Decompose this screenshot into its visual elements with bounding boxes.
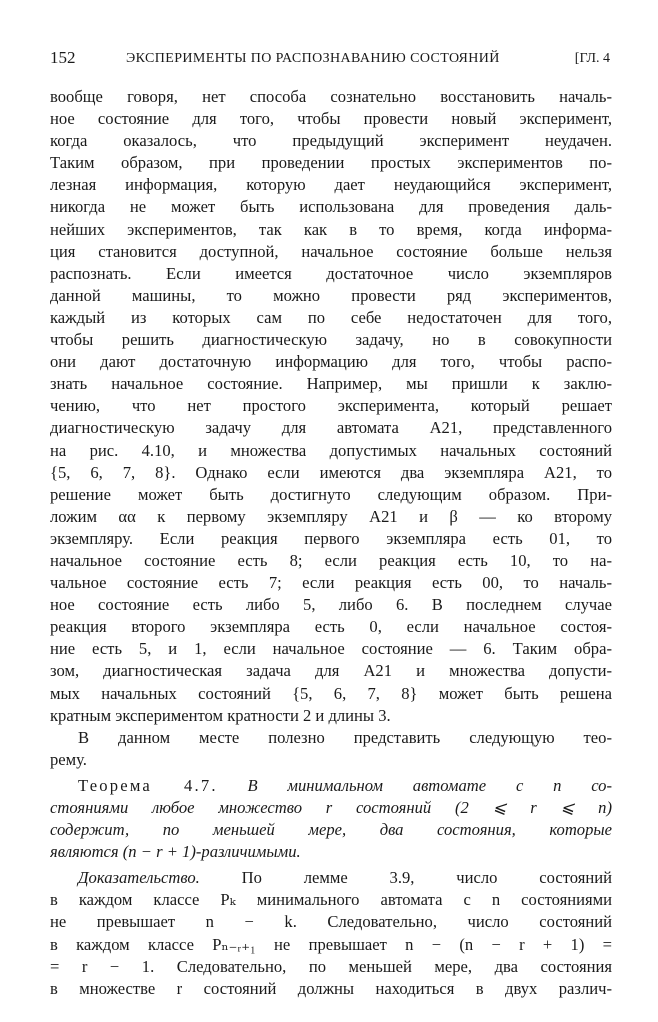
text-line: вообще говоря, нет способа сознательно восстановить началь- <box>50 87 612 106</box>
text-line: когда оказалось, что предыдущий эксперимент неудачен. <box>50 131 612 151</box>
proof-line: в множестве r состояний должны находиться в двух различ- <box>50 978 612 998</box>
proof-line: = r − 1. Следовательно, по меньшей мере, два состояния <box>50 956 612 976</box>
proof-block <box>50 867 612 1000</box>
text-line: нейших экспериментов, так как в то время, когда информа- <box>50 219 612 239</box>
theorem-line: стояниями любое множество r состояний (2 ⩽ r ⩽ n) <box>50 798 612 817</box>
theorem-line: являются (n − r + 1)-различимыми. <box>50 842 301 862</box>
theorem-text: В минимальном автомате с n со- <box>247 775 612 795</box>
text-line: начальное состояние есть 8; если реакция есть 10, то на- <box>50 550 612 570</box>
text-line: они дают достаточную информацию для того, чтобы распо- <box>50 352 612 372</box>
text-line: знать начальное состояние. Например, мы пришли к заклю- <box>50 374 612 394</box>
text-line: каждый из которых сам по себе недостаточен для того, <box>50 307 612 327</box>
text-line: диагностическую задачу для автомата A21, представленного <box>50 418 612 438</box>
text-line: ция становится доступной, начальное состояние больше нельзя <box>50 241 612 261</box>
text-line: на рис. 4.10, и множества допустимых начальных состояний <box>50 440 612 460</box>
text-line: реакция второго экземпляра есть 0, если начальное состоя- <box>50 617 612 637</box>
text-line: ние есть 5, и 1, если начальное состояние — 6. Таким обра- <box>50 639 612 659</box>
text-line: чальное состояние есть 7; если реакция есть 00, то началь- <box>50 573 612 593</box>
text-line: В данном месте полезно представить следующую тео- <box>78 727 612 747</box>
proof-text: По лемме 3.9, число состояний <box>241 868 612 888</box>
page-header <box>50 46 610 70</box>
text-line: чтобы решить диагностическую задачу, но в совокупности <box>50 330 612 350</box>
text-line: экземпляру. Если реакция первого экземпляра есть 01, то <box>50 528 612 548</box>
page-number: 152 <box>50 48 76 67</box>
proof-line: в каждом классе Pₙ₋ᵣ₊₁ не превышает n − (n − r + 1) = <box>50 934 612 954</box>
text-line: ложим αα к первому экземпляру A21 и β — ко второму <box>50 506 612 526</box>
theorem-line: содержит, по меньшей мере, два состояния, которые <box>50 820 612 840</box>
proof-first-line <box>50 867 612 889</box>
text-line: зом, диагностическая задача для A21 и множества допусти- <box>50 661 612 681</box>
text-line: рему. <box>50 749 87 769</box>
text-line: Таким образом, при проведении простых экспериментов по- <box>50 153 612 173</box>
running-title: ЭКСПЕРИМЕНТЫ ПО РАСПОЗНАВАНИЮ СОСТОЯНИЙ <box>126 51 500 66</box>
paragraph-2 <box>50 727 612 771</box>
chapter-marker: [ГЛ. 4 <box>574 51 610 66</box>
theorem-block <box>50 775 612 863</box>
paragraph-1 <box>50 86 612 727</box>
text-line: кратным экспериментом кратности 2 и длины 3. <box>50 705 391 725</box>
text-line: {5, 6, 7, 8}. Однако если имеются два экземпляра A21, то <box>50 462 612 482</box>
text-line: чению, что нет простого эксперимента, который решает <box>50 396 612 416</box>
proof-line: в каждом классе Pₖ минимального автомата с n состояниями <box>50 890 612 910</box>
text-line: ное состояние для того, чтобы провести новый эксперимент, <box>50 109 612 129</box>
theorem-first-line <box>50 775 612 797</box>
text-line: данной машины, то можно провести ряд экспериментов, <box>50 285 612 305</box>
text-line: лезная информация, которую дает неудающийся эксперимент, <box>50 175 612 195</box>
text-line: ное состояние есть либо 5, либо 6. В последнем случае <box>50 595 612 615</box>
proof-label: Доказательство. <box>78 868 200 888</box>
theorem-label: Теорема 4.7. <box>78 775 218 795</box>
text-line: решение может быть достигнуто следующим образом. При- <box>50 484 612 504</box>
text-line: мых начальных состояний {5, 6, 7, 8} может быть решена <box>50 683 612 703</box>
text-line: распознать. Если имеется достаточное число экземпляров <box>50 263 612 283</box>
page-body <box>50 86 612 1000</box>
text-line: никогда не может быть использована для проведения даль- <box>50 197 612 217</box>
proof-line: не превышает n − k. Следовательно, число состояний <box>50 912 612 932</box>
